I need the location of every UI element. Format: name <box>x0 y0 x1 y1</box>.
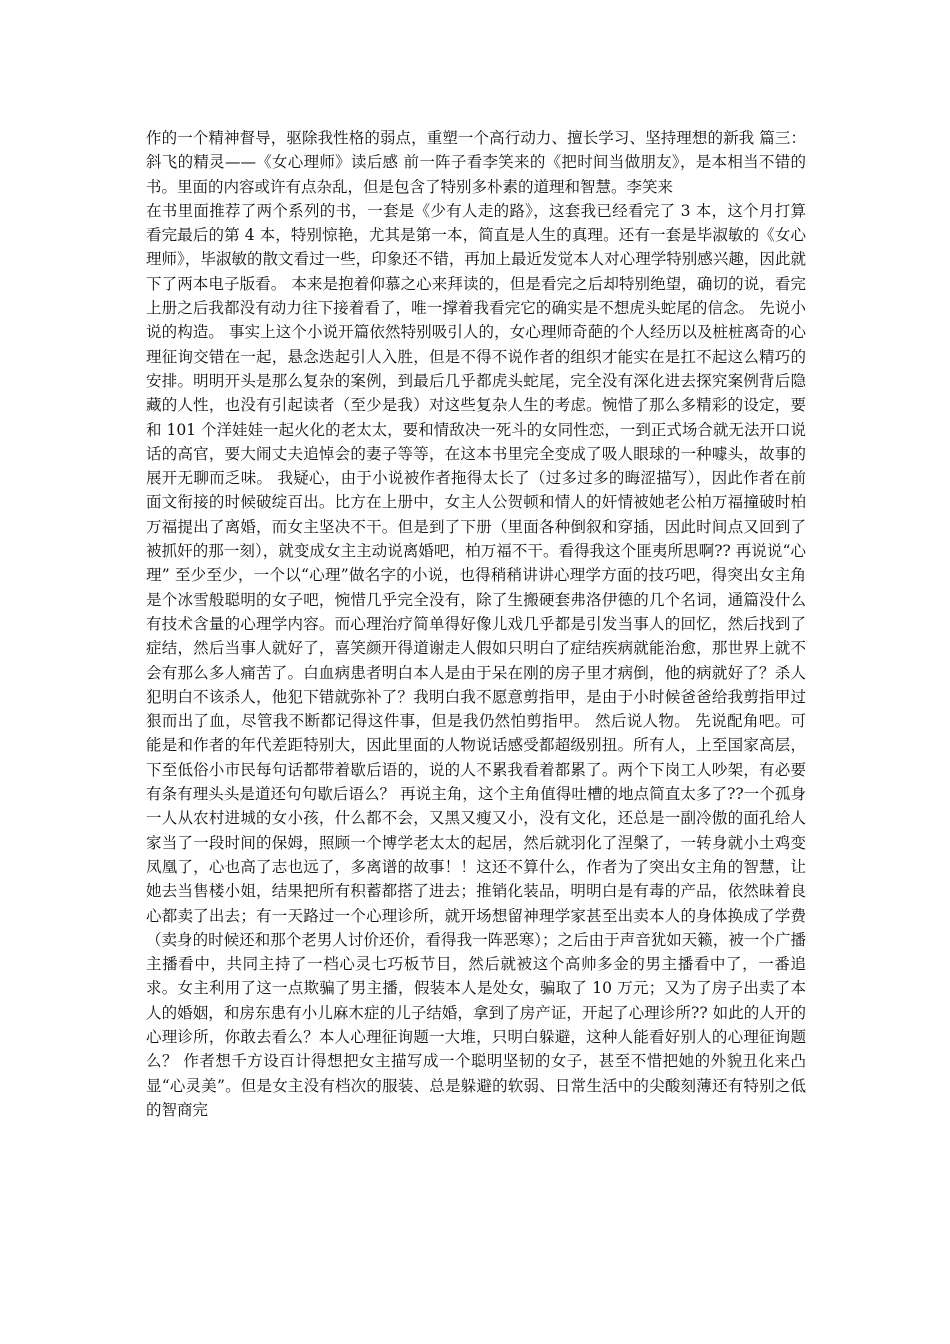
document-body <box>146 126 806 1122</box>
paragraph-intro: 作的一个精神督导，驱除我性格的弱点，重塑一个高行动力、擅长学习、坚持理想的新我 篇三：斜飞的精灵——《女心理师》读后感 前一阵子看李笑来的《把时间当做朋友》，是本相当不错的书。里面的内容或许有点杂乱，但是包含了特别多朴素的道理和智慧。李笑来 <box>146 129 806 196</box>
paragraph-main: 在书里面推荐了两个系列的书，一套是《少有人走的路》，这套我已经看完了 3 本，这个月打算看完最后的第 4 本，特别惊艳，尤其是第一本，简直是人生的真理。还有一套是毕淑敏的《女心理师》，毕淑敏的散文看过一些，印象还不错，再加上最近发觉本人对心理学特别感兴趣，因此就下了两本电子版看。 本来是抱着仰慕之心来拜读的，但是看完之后却特别绝望，确切的说，看完上册之后我都没有动力往下接着看了，唯一撑着我看完它的确实是不想虎头蛇尾的信念。 先说小说的构造。 事实上这个小说开篇依然特别吸引人的，女心理师奇葩的个人经历以及桩桩离奇的心理征询交错在一起，悬念迭起引人入胜，但是不得不说作者的组织才能实在是扛不起这么精巧的安排。明明开头是那么复杂的案例，到最后几乎都虎头蛇尾，完全没有深化进去探究案例背后隐藏的人性，也没有引起读者（至少是我）对这些复杂人生的考虑。惋惜了那么多精彩的设定，要和 101 个洋娃娃一起火化的老太太，要和情敌决一死斗的女同性恋，一到正式场合就无法开口说话的高官，要大闹丈夫追悼会的妻子等等，在这本书里完全变成了吸人眼球的一种噱头，故事的展开无聊而乏味。 我疑心，由于小说被作者拖得太长了（过多过多的晦涩描写），因此作者在前面文衔接的时候破绽百出。比方在上册中，女主人公贺顿和情人的奸情被她老公柏万福撞破时柏万福提出了离婚，而女主坚决不干。但是到了下册（里面各种倒叙和穿插，因此时间点又回到了被抓奸的那一刻），就变成女主主动说离婚吧，柏万福不干。看得我这个匪夷所思啊?? 再说说“心理” 至少至少，一个以“心理”做名字的小说，也得稍稍讲讲心理学方面的技巧吧，得突出女主角是个冰雪般聪明的女子吧，惋惜几乎完全没有，除了生搬硬套弗洛伊德的几个名词，通篇没什么有技术含量的心理学内容。而心理治疗简单得好像儿戏几乎都是引发当事人的回忆，然后找到了症结，然后当事人就好了，喜笑颜开得道谢走人假如只明白了症结疾病就能治愈，那世界上就不会有那么多人痛苦了。白血病患者明白本人是由于呆在刚的房子里才病倒，他的病就好了？杀人犯明白不该杀人，他犯下错就弥补了？我明白我不愿意剪指甲，是由于小时候爸爸给我剪指甲过狠而出了血，尽管我不断都记得这件事，但是我仍然怕剪指甲。 然后说人物。 先说配角吧。可能是和作者的年代差距特别大，因此里面的人物说话感受都超级别扭。所有人，上至国家高层，下至低俗小市民每句话都带着歇后语的，说的人不累我看着都累了。两个下岗工人吵架，有必要有条有理头头是道还句句歇后语么？ 再说主角，这个主角值得吐槽的地点简直太多了??一个孤身一人从农村进城的女小孩，什么都不会，又黑又瘦又小，没有文化，还总是一副冷傲的面孔给人家当了一段时间的保姆，照顾一个博学老太太的起居，然后就羽化了涅槃了，一转身就小土鸡变凤凰了，心也高了志也远了，多离谱的故事！！这还不算什么，作者为了突出女主角的智慧，让她去当售楼小姐，结果把所有积蓄都搭了进去；推销化装品，明明白是有毒的产品，依然昧着良心都卖了出去；有一天路过一个心理诊所，就开场想留神理学家甚至出卖本人的身体换成了学费（卖身的时候还和那个老男人讨价还价，看得我一阵恶寒）；之后由于声音犹如天籁，被一个广播主播看中，共同主持了一档心灵七巧板节目，然后就被这个高帅多金的男主播看中了，一番追求。女主利用了这一点欺骗了男主播，假装本人是处女，骗取了 10 万元；又为了房子出卖了本人的婚姻，和房东患有小儿麻木症的儿子结婚，拿到了房产证，开起了心理诊所?? 如此的人开的心理诊所，你敢去看么？本人心理征询题一大堆，只明白躲避，这种人能看好别人的心理征询题么？ 作者想千方设百计得想把女主描写成一个聪明坚韧的女子，甚至不惜把她的外貌丑化来凸显“心灵美”。但是女主没有档次的服装、总是躲避的软弱、日常生活中的尖酸刻薄还有特别之低的智商完 <box>146 201 806 1119</box>
